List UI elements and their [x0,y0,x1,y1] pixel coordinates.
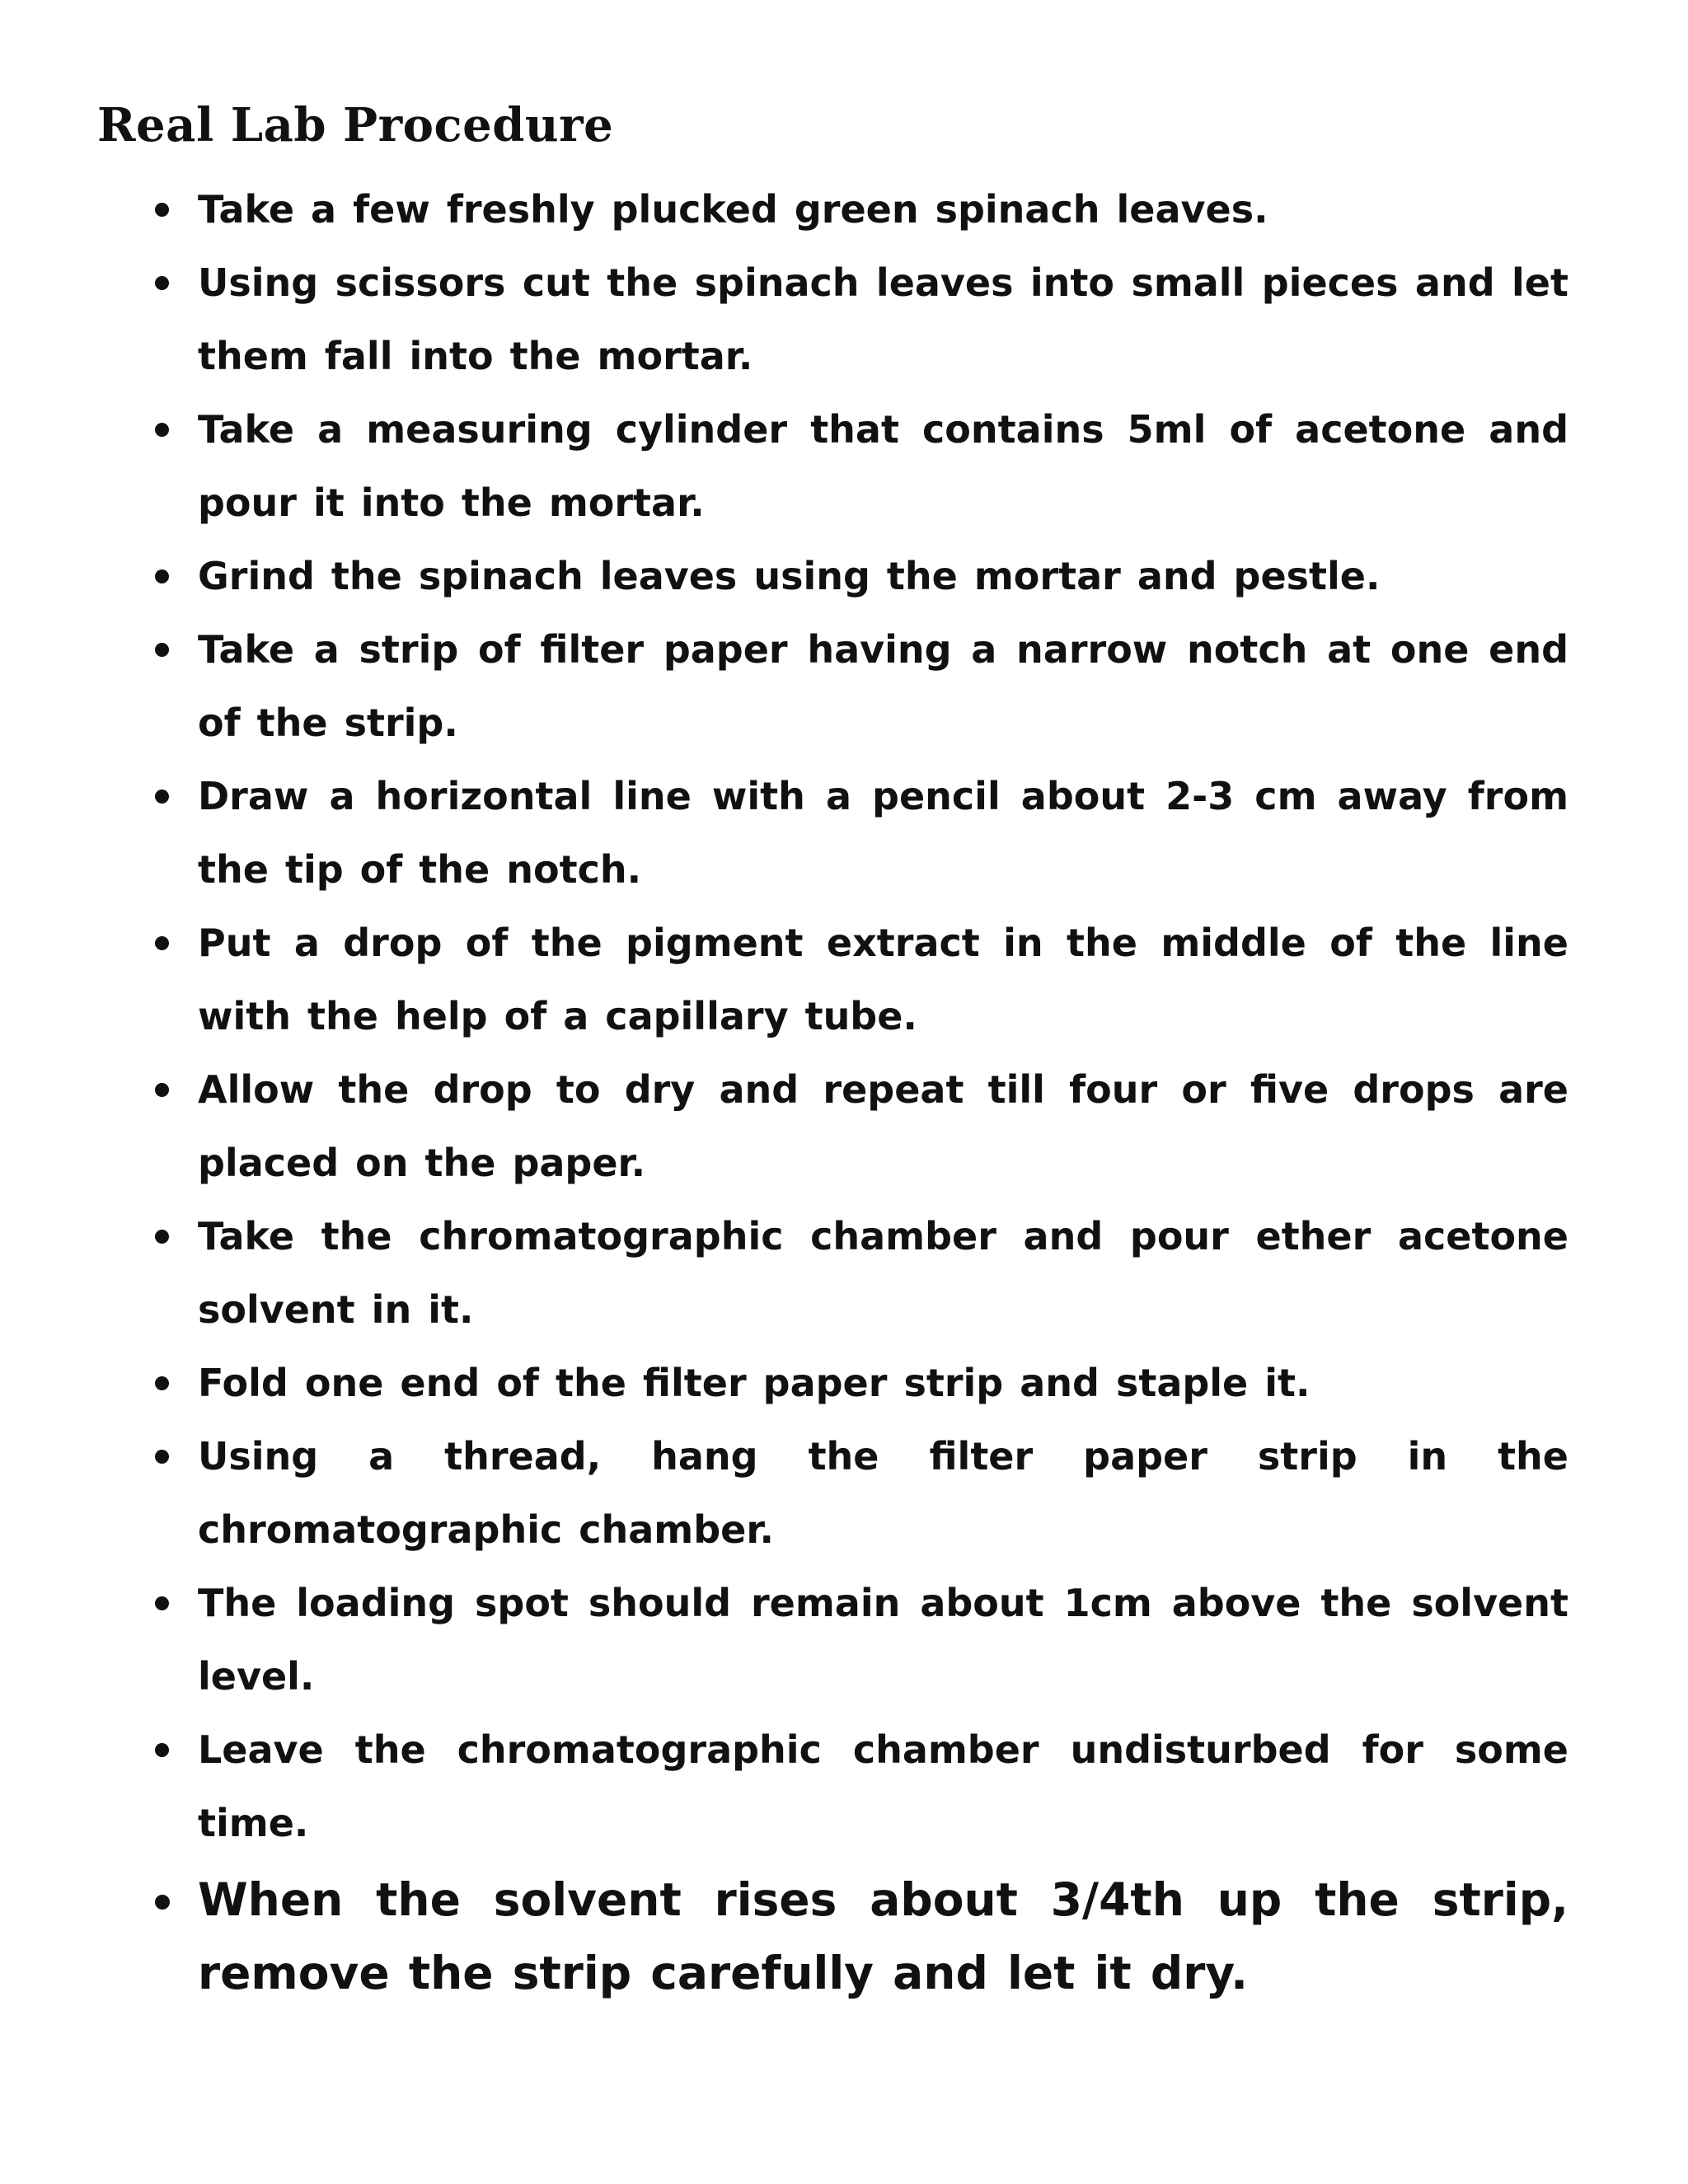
bullet-icon [155,1230,169,1244]
step-text: Fold one end of the filter paper strip and staple it. [198,1361,1311,1405]
bullet-icon [155,569,169,583]
step-text: Draw a horizontal line with a pencil about 2-3 cm away from the tip of the notch. [198,774,1568,892]
step-text: Allow the drop to dry and repeat till four or five drops are placed on the paper. [198,1067,1568,1185]
step-text: Put a drop of the pigment extract in the middle of the line with the help of a capillary tube. [198,921,1568,1038]
step-text: Take the chromatographic chamber and pour ether acetone solvent in it. [198,1214,1568,1332]
list-item [148,1420,1568,1567]
step-text: Take a few freshly plucked green spinach leaves. [198,187,1268,232]
bullet-icon [155,276,169,290]
step-text: Grind the spinach leaves using the mortar and pestle. [198,554,1381,598]
list-item [148,1200,1568,1347]
bullet-icon [155,643,169,657]
bullet-icon [155,1743,169,1757]
bullet-icon [155,790,169,804]
list-item [148,1713,1568,1860]
list-item [148,1567,1568,1713]
bullet-icon [155,1376,169,1390]
step-text: Using a thread, hang the filter paper strip in the chromatographic chamber. [198,1434,1568,1552]
step-text: Using scissors cut the spinach leaves into small pieces and let them fall into the mortar. [198,260,1568,378]
bullet-icon [155,1450,169,1464]
bullet-icon [155,203,169,217]
bullet-icon [155,1596,169,1610]
bullet-icon [155,936,169,950]
list-item [148,1863,1568,2010]
list-item [148,173,1568,246]
bullet-icon [155,423,169,437]
list-item [148,1053,1568,1200]
step-text: Take a strip of filter paper having a narrow notch at one end of the strip. [198,627,1568,745]
list-item [148,246,1568,393]
step-text: The loading spot should remain about 1cm above the solvent level. [198,1581,1568,1699]
bullet-icon [155,1895,170,1910]
list-item [148,1347,1568,1420]
page-title: Real Lab Procedure [97,98,614,152]
list-item [148,760,1568,907]
list-item [148,613,1568,760]
step-text: Take a measuring cylinder that contains 5ml of acetone and pour it into the mortar. [198,407,1568,525]
procedure-list [148,173,1568,2010]
step-text: Leave the chromatographic chamber undisturbed for some time. [198,1727,1568,1845]
step-text: When the solvent rises about 3/4th up the strip, remove the strip carefully and let it dry. [198,1873,1568,1999]
bullet-icon [155,1083,169,1097]
list-item [148,907,1568,1053]
list-item [148,540,1568,613]
list-item [148,393,1568,540]
